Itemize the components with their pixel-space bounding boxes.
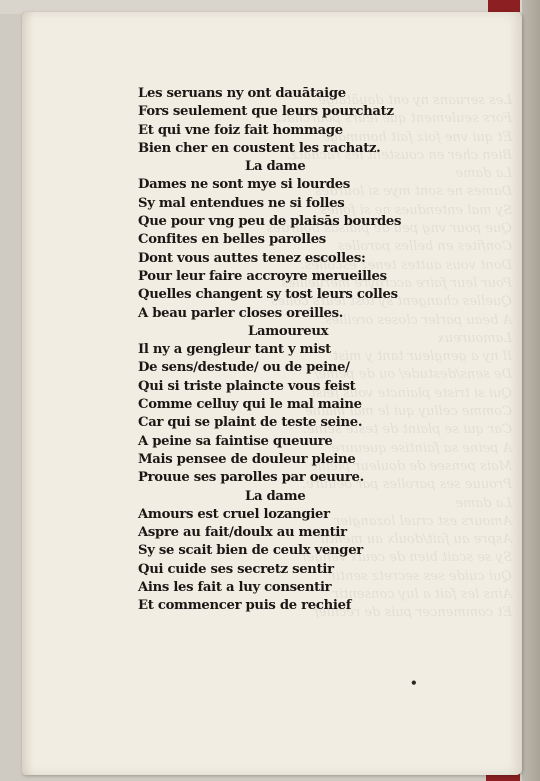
show-through-line: Les seruans ny ont dauātaige — [318, 93, 512, 108]
verse-line: Et commencer puis de rechief — [138, 598, 352, 614]
show-through-line: Prouue ses parolles par oeuure. — [301, 477, 512, 493]
verse-line: Comme celluy qui le mal maine — [138, 397, 362, 413]
verse-line: Mais pensee de douleur pleine — [138, 451, 356, 467]
verse-line: Sy mal entendues ne si folles — [138, 195, 345, 211]
show-through-line: Aspre au fait/doulx au mentir — [318, 532, 512, 548]
verse-line: Car qui se plaint de teste seine. — [138, 415, 363, 431]
verse-line: A beau parler closes oreilles. — [138, 305, 344, 321]
speaker-heading: La dame — [245, 159, 306, 175]
page-mark: • — [410, 676, 418, 690]
verse-line: Prouue ses parolles par oeuure. — [138, 470, 364, 486]
verse-line: Que pour vng peu de plaisās bourdes — [138, 214, 402, 230]
show-through-line: Confites en belles parolles — [337, 239, 512, 255]
verse-line: Pour leur faire accroyre merueilles — [138, 268, 387, 284]
verse-line: A peine sa faintise queuure — [138, 433, 333, 449]
verse-line: Aspre au fait/doulx au mentir — [138, 525, 347, 541]
show-through-line: Qui si triste plaincte vous feist — [310, 385, 512, 401]
show-through-line: Car qui se plaint de teste seine. — [302, 422, 512, 438]
show-through-line: Lamoureux — [437, 330, 512, 346]
show-through-line: Quelles changent sy tost leurs colles — [270, 294, 512, 310]
show-through-line: Il ny a gengleur tant y mist — [333, 349, 512, 365]
verse-line: Sy se scait bien de ceulx venger — [138, 543, 363, 559]
show-through-line: A peine sa faintise queuure — [331, 440, 512, 456]
speaker-heading: La dame — [245, 488, 306, 504]
verse-line: Amours est cruel lozangier — [138, 506, 330, 522]
verse-line: Qui si triste plaincte vous feist — [138, 378, 356, 394]
show-through-line: Comme celluy qui le mal maine — [304, 404, 512, 420]
show-through-line: Ains les fait a luy consentir — [332, 587, 512, 603]
show-through-line: Amours est cruel lozangier — [334, 513, 512, 529]
verse-line: Ains les fait a luy consentir — [138, 580, 332, 596]
verse-line: Dont vous auttes tenez escolles: — [138, 250, 366, 266]
show-through-line: A beau parler closes oreilles. — [320, 312, 512, 328]
book-edge — [522, 0, 540, 781]
show-through-line: Sy mal entendues ne si folles — [320, 202, 512, 218]
show-through-line: Bien cher en coustent les rachatz. — [287, 147, 512, 163]
show-through-line: Et commencer puis de rechief — [313, 605, 512, 621]
verse-line: Les seruans ny ont dauātaige — [138, 86, 346, 101]
show-through-line: De sens/destude/ ou de peine/ — [314, 367, 512, 383]
speaker-heading: Lamoureux — [248, 323, 329, 339]
show-through-line: Qui cuide ses secretz sentir — [329, 568, 512, 584]
verse-line: Fors seulement que leurs pourchatz — [138, 104, 394, 120]
show-through-line: Et qui vne foiz fait hommage — [322, 129, 512, 145]
show-through-line: La dame — [455, 166, 512, 182]
show-through-line: Sy se scait bien de ceulx venger — [300, 550, 512, 566]
show-through-line: Dames ne sont mye si lourdes — [314, 184, 512, 200]
ribbon-marker — [488, 0, 520, 12]
verse-line: De sens/destude/ ou de peine/ — [138, 360, 350, 376]
show-through-line: Dont vous auttes tenez escolles: — [300, 257, 512, 273]
poem-text-block — [138, 85, 438, 616]
verse-line: Dames ne sont mye si lourdes — [138, 177, 351, 193]
verse-line: Quelles changent sy tost leurs colles — [138, 287, 398, 303]
show-through-line: Mais pensee de douleur pleine — [309, 458, 512, 474]
show-through-line: Que pour vng peu de plaisās bourdes — [266, 221, 512, 237]
verse-line: Qui cuide ses secretz sentir — [138, 561, 334, 577]
show-through-line: La dame — [455, 495, 512, 511]
verse-line: Confites en belles parolles — [138, 232, 326, 248]
show-through-line: Fors seulement que leurs pourchatz — [274, 111, 512, 127]
show-through-line: Pour leur faire accroyre merueilles — [281, 275, 512, 291]
verse-line: Il ny a gengleur tant y mist — [138, 342, 331, 358]
verse-line: Bien cher en coustent les rachatz. — [138, 140, 381, 156]
verse-line: Et qui vne foiz fait hommage — [138, 122, 343, 138]
